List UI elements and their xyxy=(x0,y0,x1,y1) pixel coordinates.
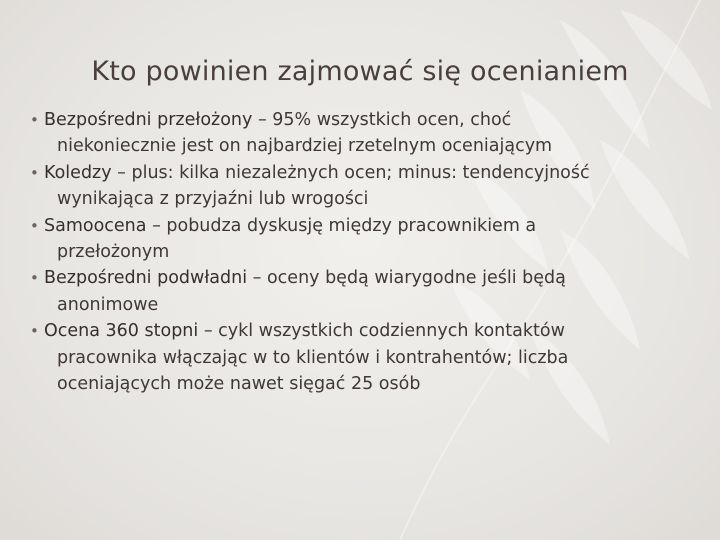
list-item-description-continued: wynikająca z przyjaźni lub wrogości xyxy=(57,189,369,210)
bullet-list xyxy=(30,107,710,397)
list-item-description-continued: pracownika włączając w to klientów i kontrahentów; liczba xyxy=(57,347,569,368)
slide-title: Kto powinien zajmować się ocenianiem xyxy=(91,56,629,87)
list-item-text xyxy=(44,268,710,318)
list-item-description: – oceny będą wiarygodne jeśli będą xyxy=(247,268,566,289)
list-item xyxy=(30,160,710,213)
list-item-term: Bezpośredni podwładni xyxy=(44,268,248,289)
list-item-description: – plus: kilka niezależnych ocen; minus: tendencyjność xyxy=(111,162,590,183)
list-item-text xyxy=(44,321,710,397)
list-item-term: Samoocena xyxy=(44,215,147,236)
list-item-term: Bezpośredni przełożony xyxy=(44,110,253,130)
bullet-icon: • xyxy=(30,163,39,182)
list-item xyxy=(30,213,710,266)
bullet-icon: • xyxy=(30,322,39,341)
list-item-text xyxy=(44,216,710,266)
list-item-term: Ocena 360 stopni xyxy=(44,321,199,342)
list-item-description-continued: niekoniecznie jest on najbardziej rzetelnym oceniającym xyxy=(57,136,553,157)
list-item-description-continued: anonimowe xyxy=(57,294,159,315)
list-item xyxy=(30,107,710,160)
list-item-term: Koledzy xyxy=(44,162,112,183)
list-item-description: – pobudza dyskusję między pracownikiem a xyxy=(146,215,537,236)
list-item xyxy=(30,318,710,397)
list-item-description: – 95% wszystkich ocen, choć xyxy=(252,110,512,130)
list-item xyxy=(30,265,710,318)
list-item-description-continued: przełożonym xyxy=(57,242,170,263)
list-item-text xyxy=(44,110,710,160)
bullet-icon: • xyxy=(30,269,39,288)
bullet-icon: • xyxy=(30,216,39,235)
list-item-description: – cykl wszystkich codziennych kontaktów xyxy=(198,321,565,342)
bullet-icon: • xyxy=(30,111,39,129)
list-item-description-continued: oceniających może nawet sięgać 25 osób xyxy=(57,374,421,395)
list-item-text xyxy=(44,163,710,213)
